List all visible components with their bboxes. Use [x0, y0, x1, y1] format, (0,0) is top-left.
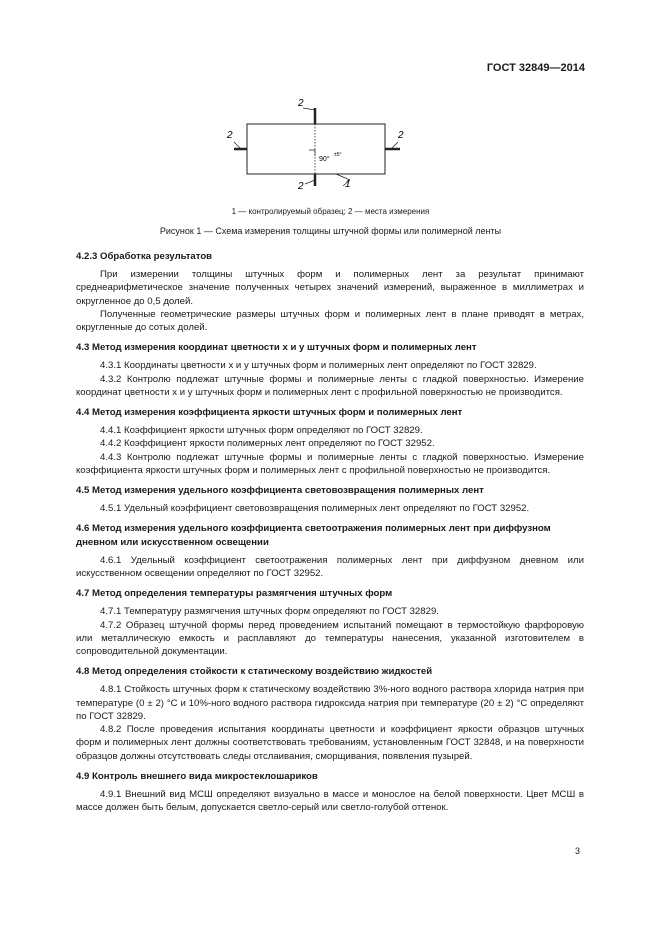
- document-header: ГОСТ 32849—2014: [486, 62, 585, 74]
- label-top: 2: [298, 98, 304, 109]
- leader-line-bottom: [305, 180, 315, 184]
- section-heading: 4.3 Метод измерения координат цветности x и y штучных форм и полимерных лент: [76, 342, 477, 354]
- page-number: 3: [574, 846, 580, 856]
- measurement-diagram: [0, 0, 661, 240]
- figure-caption: Рисунок 1 — Схема измерения толщины штучной формы или полимерной ленты: [159, 226, 502, 236]
- label-left: 2: [227, 130, 233, 141]
- section-heading: 4.2.3 Обработка результатов: [76, 251, 213, 262]
- paragraph: 4.4.3 Контролю подлежат штучные формы и полимерные ленты с гладкой поверхностью. Измерение коэффициента яркости штучных форм и полимерных лент с профильной поверхностью не производится.: [76, 451, 584, 476]
- document-body: [76, 250, 584, 814]
- leader-line-top: [303, 108, 315, 110]
- sample-rectangle: [247, 124, 385, 174]
- paragraph: 4.8.1 Стойкость штучных форм к статическому воздействию 3%-ного водного раствора хлорида натрия при температуре (0 ± 2) °С и 10%-ного водного раствора гидроксида натрия при температуре (20 ± 2) °С определяют по ГОСТ 32829.: [76, 684, 584, 722]
- paragraph: 4.9.1 Внешний вид МСШ определяют визуально в массе и монослое на белой поверхности. Цвет МСШ в массе должен быть белым, допускается светло-серый или светло-голубой оттенок.: [76, 788, 584, 814]
- angle-tolerance: ±5°: [334, 152, 342, 158]
- paragraph: При измерении толщины штучных форм и полимерных лент за результат принимают среднеарифметическое значение полученных четырех значений измерений, выраженное в миллиметрах и округленное до 0,5 долей.: [76, 269, 584, 307]
- paragraph: Полученные геометрические размеры штучных форм и полимерных лент в плане приводят в метрах, округленные до сотых долей.: [76, 308, 584, 334]
- section-heading: 4.4 Метод измерения коэффициента яркости штучных форм и полимерных лент: [76, 407, 463, 419]
- figure-legend: 1 — контролируемый образец; 2 — места измерения: [231, 207, 430, 216]
- section-heading: 4.8 Метод определения стойкости к статическому воздействию жидкостей: [76, 666, 433, 678]
- paragraph: 4.3.1 Координаты цветности x и y штучных форм и полимерных лент определяют по ГОСТ 32829.: [100, 360, 537, 372]
- label-right: 2: [398, 130, 404, 141]
- paragraph: 4.3.2 Контролю подлежат штучные формы и полимерные ленты с гладкой поверхностью. Измерение координат цветности x и y штучных форм и полимерных лент с профильной поверхностью не производится.: [76, 373, 584, 398]
- section-heading: 4.9 Контроль внешнего вида микростеклошариков: [76, 770, 318, 782]
- paragraph: 4.4.2 Коэффициент яркости полимерных лент определяют по ГОСТ 32952.: [100, 438, 435, 450]
- angle-label: 90°: [319, 156, 330, 163]
- paragraph: 4.8.2 После проведения испытания координаты цветности и коэффициент яркости образцов штучных форм и полимерных лент должны соответствовать требованиям, установленным ГОСТ 32848, и на поверхности образцов должны отсутствовать следы отслаивания, сморщивания, появления пузырей.: [76, 724, 584, 762]
- section-heading: 4.6 Метод измерения удельного коэффициента светоотражения полимерных лент при диффузном дневном или искусственном освещении: [76, 523, 551, 548]
- right-angle-mark: [309, 150, 315, 156]
- paragraph: 4.5.1 Удельный коэффициент световозвращения полимерных лент определяют по ГОСТ 32952.: [100, 503, 530, 515]
- leader-line-right: [392, 142, 398, 148]
- paragraph: 4.4.1 Коэффициент яркости штучных форм определяют по ГОСТ 32829.: [100, 425, 423, 437]
- paragraph: 4.7.2 Образец штучной формы перед проведением испытаний помещают в термостойкую фарфоровую или металлическую емкость и расплавляют до температуры нанесения, указанной изготовителем в сопроводительной документации.: [76, 619, 584, 658]
- leader-line-left: [234, 142, 240, 148]
- label-sample: 1: [345, 179, 351, 190]
- paragraph: 4.6.1 Удельный коэффициент светоотражения полимерных лент при диффузном дневном или искусственном освещении определяют по ГОСТ 32952.: [76, 554, 584, 580]
- section-heading: 4.5 Метод измерения удельного коэффициента световозвращения полимерных лент: [76, 485, 484, 497]
- section-heading: 4.7 Метод определения температуры размягчения штучных форм: [76, 588, 393, 600]
- label-bottom: 2: [298, 181, 304, 192]
- paragraph: 4.7.1 Температуру размягчения штучных форм определяют по ГОСТ 32829.: [100, 606, 439, 618]
